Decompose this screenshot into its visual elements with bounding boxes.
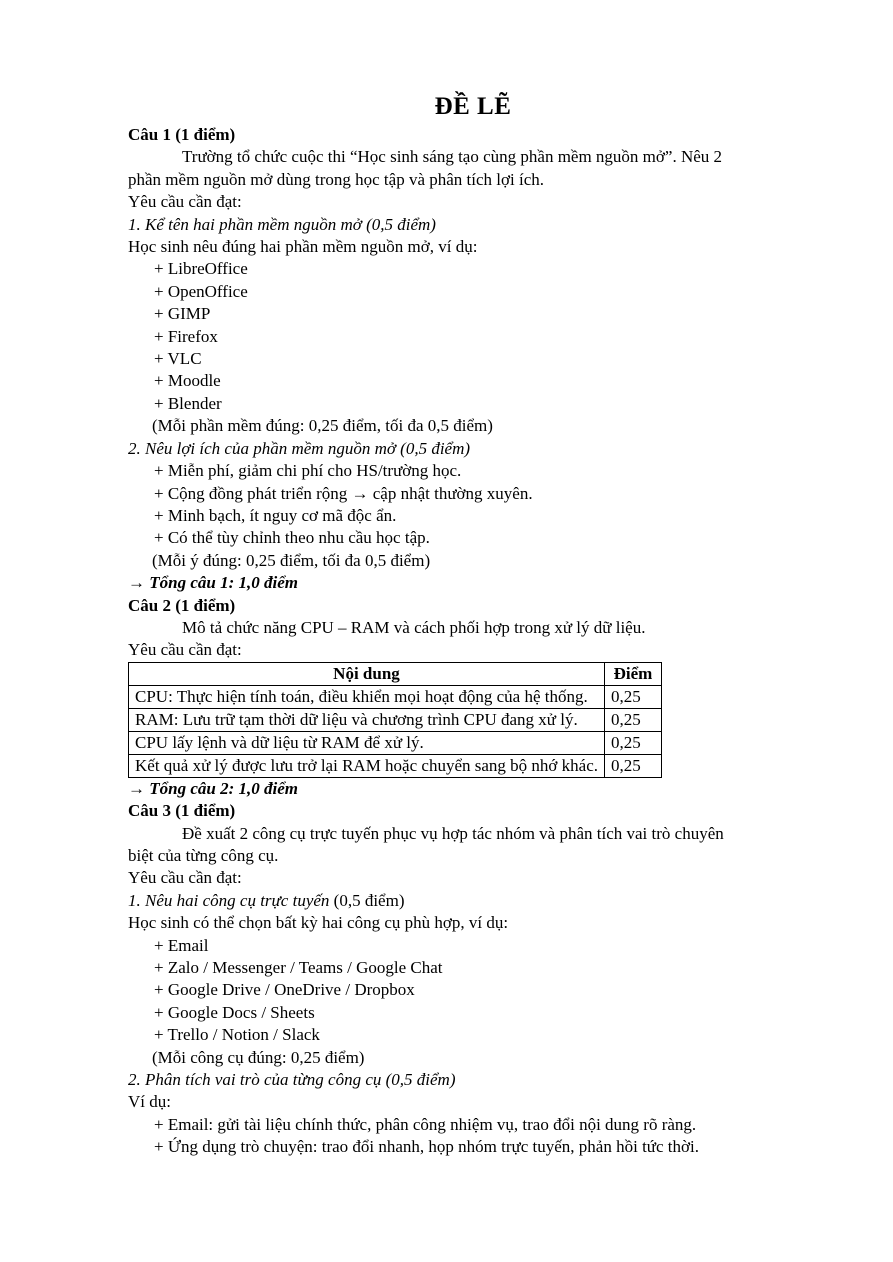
list-item: + Có thể tùy chỉnh theo nhu cầu học tập. xyxy=(154,528,430,548)
q1-part2-scoring-note: (Mỗi ý đúng: 0,25 điểm, tối đa 0,5 điểm) xyxy=(152,550,431,570)
list-item: + Zalo / Messenger / Teams / Google Chat xyxy=(154,958,443,977)
table-cell-points: 0,25 xyxy=(604,731,661,754)
column-header-points: Điểm xyxy=(604,662,661,685)
q3-heading: Câu 3 (1 điểm) xyxy=(128,801,236,821)
q1-part1-scoring-note: (Mỗi phần mềm đúng: 0,25 điểm, tối đa 0,5 điểm) xyxy=(152,416,493,436)
list-item: + VLC xyxy=(154,349,202,369)
list-item: + Trello / Notion / Slack xyxy=(154,1025,320,1045)
q1-requirement-label: Yêu cầu cần đạt: xyxy=(128,192,242,212)
column-header-content: Nội dung xyxy=(129,662,605,685)
list-item: + Moodle xyxy=(154,371,221,391)
q1-part2-title: 2. Nêu lợi ích của phần mềm nguồn mở (0,5 điểm) xyxy=(128,438,471,458)
list-item: + Email xyxy=(154,935,209,955)
table-cell-content: CPU lấy lệnh và dữ liệu từ RAM để xử lý. xyxy=(129,731,605,754)
page-title: ĐỀ LẼ xyxy=(434,93,512,120)
list-item: + LibreOffice xyxy=(154,259,248,279)
table-cell-content: Kết quả xử lý được lưu trở lại RAM hoặc chuyển sang bộ nhớ khác. xyxy=(129,754,605,777)
q1-part1-list xyxy=(128,258,818,415)
q3-part1-list xyxy=(128,935,818,1047)
list-item: + Email: gửi tài liệu chính thức, phân công nhiệm vụ, trao đổi nội dung rõ ràng. xyxy=(154,1114,697,1134)
table-row xyxy=(129,731,662,754)
q3-part1-title xyxy=(128,890,818,912)
list-item: + Google Docs / Sheets xyxy=(154,1002,315,1022)
q1-part1-intro: Học sinh nêu đúng hai phần mềm nguồn mở, ví dụ: xyxy=(128,237,478,257)
q1-part2-list xyxy=(128,460,818,550)
q1-heading: Câu 1 (1 điểm) xyxy=(128,125,236,144)
q1-total: → Tổng câu 1: 1,0 điểm xyxy=(128,573,298,593)
q2-requirement-label: Yêu cầu cần đạt: xyxy=(128,640,242,660)
q2-heading: Câu 2 (1 điểm) xyxy=(128,595,236,615)
q3-prompt-line-2: biệt của từng công cụ. xyxy=(128,845,279,865)
q3-part1-scoring-note: (Mỗi công cụ đúng: 0,25 điểm) xyxy=(152,1047,365,1067)
q1-part1-title: 1. Kể tên hai phần mềm nguồn mở (0,5 điểm) xyxy=(128,214,436,234)
document-body xyxy=(128,90,818,1159)
q3-requirement-label: Yêu cầu cần đạt: xyxy=(128,868,242,888)
list-item: + Blender xyxy=(154,393,222,413)
table-cell-points: 0,25 xyxy=(604,708,661,731)
list-item: + Google Drive / OneDrive / Dropbox xyxy=(154,980,415,1000)
q1-prompt-line-2: phần mềm nguồn mở dùng trong học tập và phân tích lợi ích. xyxy=(128,169,544,189)
q2-total: → Tổng câu 2: 1,0 điểm xyxy=(128,778,298,798)
list-item: + Cộng đồng phát triển rộng → cập nhật thường xuyên. xyxy=(154,483,533,503)
list-item: + Firefox xyxy=(154,326,218,346)
q1-prompt-line-1: Trường tổ chức cuộc thi “Học sinh sáng tạo cùng phần mềm nguồn mở”. Nêu 2 xyxy=(182,147,723,167)
table-cell-points: 0,25 xyxy=(604,685,661,708)
table-row xyxy=(129,685,662,708)
q3-prompt-line-1: Đề xuất 2 công cụ trực tuyến phục vụ hợp tác nhóm và phân tích vai trò chuyên xyxy=(182,823,724,843)
q3-part2-title: 2. Phân tích vai trò của từng công cụ (0,5 điểm) xyxy=(128,1070,456,1090)
table-row xyxy=(129,708,662,731)
list-item: + Ứng dụng trò chuyện: trao đổi nhanh, họp nhóm trực tuyến, phản hồi tức thời. xyxy=(154,1137,699,1157)
table-header-row xyxy=(129,662,662,685)
table-cell-points: 0,25 xyxy=(604,754,661,777)
q3-part2-list xyxy=(128,1114,818,1159)
q3-part1-title-italic: 1. Nêu hai công cụ trực tuyến xyxy=(128,890,330,910)
table-row xyxy=(129,754,662,777)
q3-part2-intro: Ví dụ: xyxy=(128,1092,171,1112)
q2-scoring-table xyxy=(128,662,662,778)
list-item: + Miễn phí, giảm chi phí cho HS/trường học. xyxy=(154,461,462,481)
list-item: + OpenOffice xyxy=(154,281,248,301)
table-cell-content: CPU: Thực hiện tính toán, điều khiển mọi hoạt động của hệ thống. xyxy=(129,685,605,708)
q2-prompt: Mô tả chức năng CPU – RAM và cách phối hợp trong xử lý dữ liệu. xyxy=(182,617,646,637)
list-item: + Minh bạch, ít nguy cơ mã độc ẩn. xyxy=(154,505,397,525)
table-cell-content: RAM: Lưu trữ tạm thời dữ liệu và chương trình CPU đang xử lý. xyxy=(129,708,605,731)
list-item: + GIMP xyxy=(154,304,211,324)
q3-part1-intro: Học sinh có thể chọn bất kỳ hai công cụ phù hợp, ví dụ: xyxy=(128,913,509,933)
q3-part1-title-points: (0,5 điểm) xyxy=(329,890,405,910)
